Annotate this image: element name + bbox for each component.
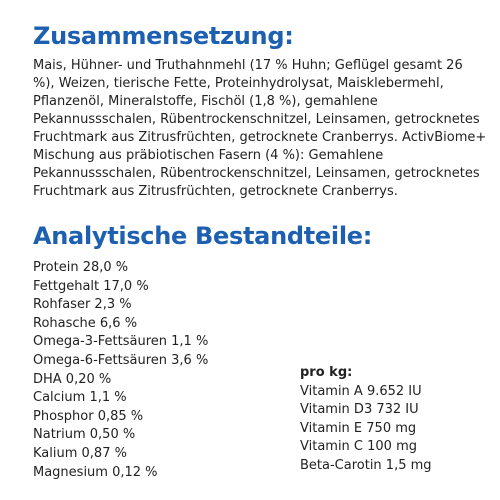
analysis-item: Phosphor 0,85 %	[33, 408, 144, 424]
analysis-list	[33, 259, 208, 482]
vitamin-item: Vitamin C 100 mg	[300, 439, 417, 455]
vitamin-item: Beta-Carotin 1,5 mg	[300, 457, 432, 473]
analysis-item: Fettgehalt 17,0 %	[33, 278, 149, 294]
analysis-item: Omega-3-Fettsäuren 1,1 %	[33, 334, 209, 350]
analysis-item: Kalium 0,87 %	[33, 445, 127, 461]
analysis-item: DHA 0,20 %	[33, 371, 112, 387]
analysis-item: Protein 28,0 %	[33, 260, 129, 275]
per-kg-label: pro kg:	[300, 365, 353, 380]
analysis-item: Rohfaser 2,3 %	[33, 297, 132, 313]
analysis-item: Calcium 1,1 %	[33, 390, 127, 406]
composition-text: Mais, Hühner- und Truthahnmehl (17 % Huhn; Geflügel gesamt 26 %), Weizen, tierische Fette, Proteinhydrolysat, Maisklebermehl, Pflanzenöl, Mineralstoffe, Fischöl (1,8 %), gemahlene Pekannussschalen, Rübentrockenschnitzel, Leinsamen, getrocknetes Fruchtmark aus Zitrusfrüchten, getrocknete Cranberrys. ActivBiome+ Mischung aus präbiotischen Fasern (4 %): Gemahlene Pekannussschalen, Rübentrockenschnitzel, Leinsamen, getrocknetes Fruchtmark aus Zitrusfrüchten, getrocknete Cranberrys.	[33, 58, 487, 199]
analysis-item: Omega-6-Fettsäuren 3,6 %	[33, 352, 209, 368]
vitamin-item: Vitamin E 750 mg	[300, 420, 417, 436]
composition-heading: Zusammensetzung:	[33, 22, 294, 50]
per-kg-list	[300, 364, 432, 476]
analysis-item: Rohasche 6,6 %	[33, 315, 138, 331]
analysis-heading: Analytische Bestandteile:	[33, 222, 373, 250]
analysis-item: Magnesium 0,12 %	[33, 464, 158, 480]
vitamin-item: Vitamin D3 732 IU	[300, 402, 419, 418]
vitamin-item: Vitamin A 9.652 IU	[300, 383, 422, 399]
analysis-item: Natrium 0,50 %	[33, 427, 136, 443]
